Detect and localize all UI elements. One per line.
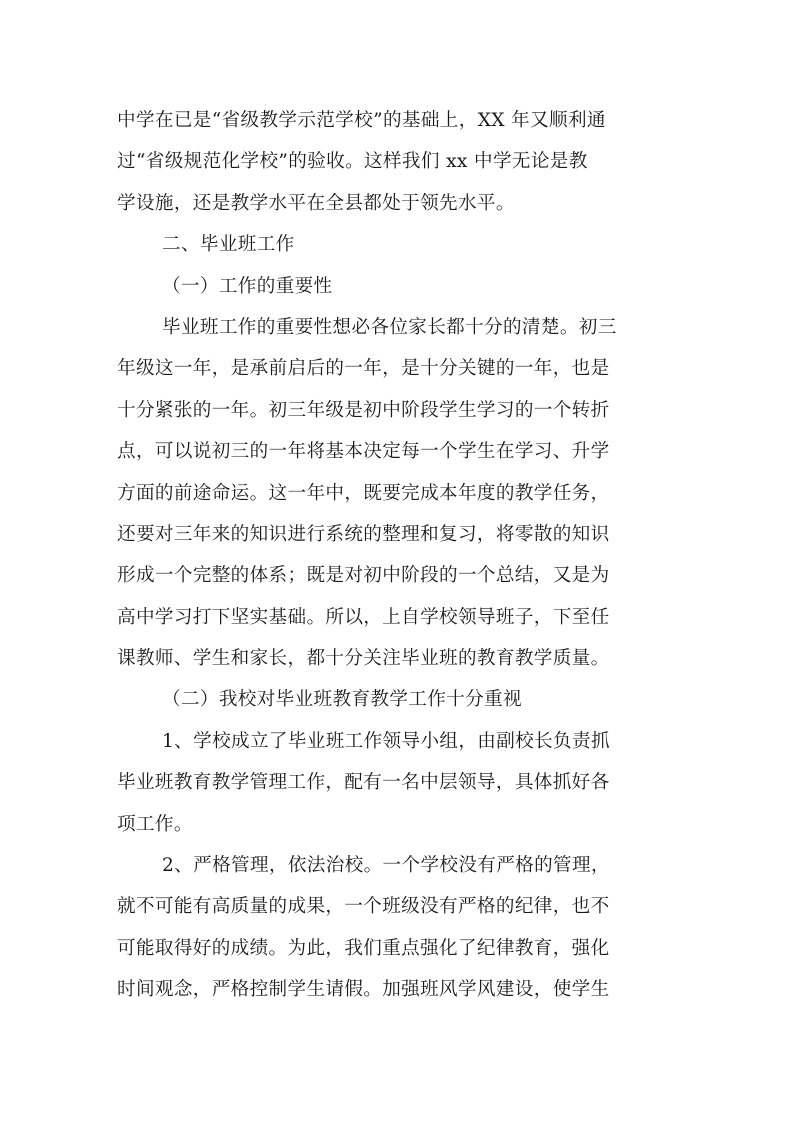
text-line: 可能取得好的成绩。为此，我们重点强化了纪律教育，强化 [117,937,610,959]
text-line: 学设施，还是教学水平在全县都处于领先水平。 [117,192,515,214]
text-line: 就不可能有高质量的成果，一个班级没有严格的纪律，也不 [117,896,610,918]
text-line: 过“省级规范化学校”的验收。这样我们 xx 中学无论是教 [117,151,588,173]
list-item-start-line: 2、严格管理，依法治校。一个学校没有严格的管理， [162,855,610,877]
text-line: 十分紧张的一年。初三年级是初中阶段学生学习的一个转折 [117,399,610,421]
text-line: 点，可以说初三的一年将基本决定每一个学生在学习、升学 [117,441,610,463]
list-item-start-line: 1、学校成立了毕业班工作领导小组，由副校长负责抓 [162,730,610,752]
text-line: 中学在已是“省级教学示范学校”的基础上，XX 年又顺利通 [117,110,606,131]
subsection-heading: （二）我校对毕业班教育教学工作十分重视 [162,689,522,711]
text-line: 还要对三年来的知识进行系统的整理和复习，将零散的知识 [117,523,610,545]
text-line: 高中学习打下坚实基础。所以，上自学校领导班子，下至任 [117,606,610,628]
text-line: 项工作。 [117,813,193,835]
text-line: 年级这一年，是承前启后的一年，是十分关键的一年，也是 [117,358,610,380]
text-line: 时间观念，严格控制学生请假。加强班风学风建设，使学生 [117,979,610,1001]
subsection-heading: （一）工作的重要性 [162,275,333,297]
text-line: 形成一个完整的体系；既是对初中阶段的一个总结，又是为 [117,565,610,587]
text-line: 课教师、学生和家长，都十分关注毕业班的教育教学质量。 [117,648,610,670]
document-body [117,100,682,1011]
text-line: 毕业班教育教学管理工作，配有一名中层领导，具体抓好各 [117,772,610,794]
section-heading: 二、毕业班工作 [162,234,295,256]
paragraph-start-line: 毕业班工作的重要性想必各位家长都十分的清楚。初三 [162,316,617,338]
text-line: 方面的前途命运。这一年中，既要完成本年度的教学任务， [117,482,610,504]
